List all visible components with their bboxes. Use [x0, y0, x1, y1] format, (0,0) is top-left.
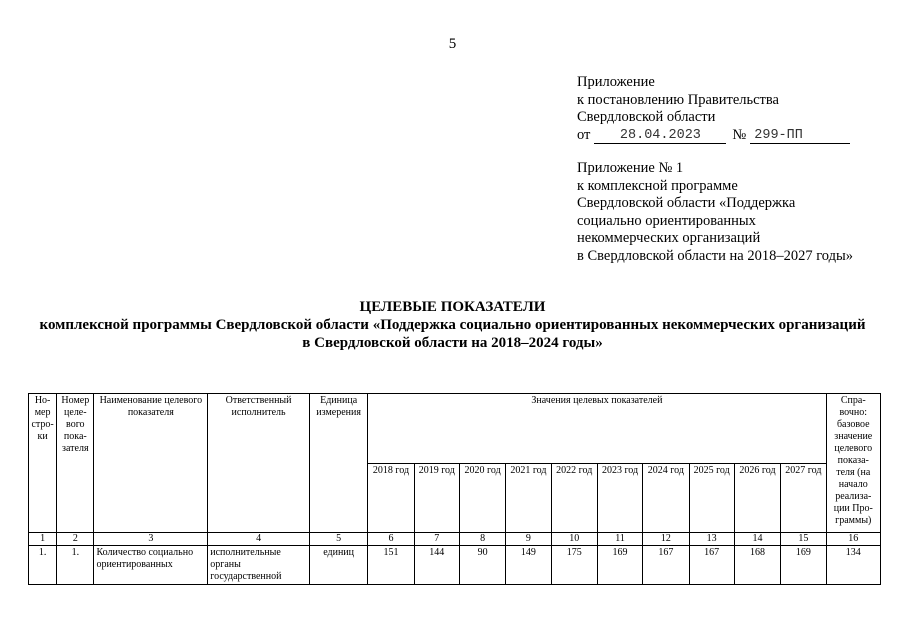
appendix-date-row [577, 127, 850, 145]
column-number: 3 [94, 533, 208, 546]
column-number: 5 [309, 533, 367, 546]
cell-value: 169 [781, 546, 826, 585]
title-subline: в Свердловской области на 2018–2024 годы» [302, 335, 603, 351]
header-executor: Ответственный исполнитель [208, 394, 310, 533]
cell-row-number: 1. [29, 546, 57, 585]
cell-value: 169 [597, 546, 642, 585]
cell-value: 167 [689, 546, 734, 585]
program-appendix-line: некоммерческих организаций [577, 230, 761, 246]
header-year: 2025 год [689, 463, 734, 533]
document-title [0, 298, 905, 352]
cell-value: 90 [459, 546, 505, 585]
column-number: 8 [459, 533, 505, 546]
header-reference: Спра-вочно: базовое значение целевого показа-теля (на начало реализа-ции Про-граммы) [826, 394, 880, 533]
header-year: 2022 год [551, 463, 597, 533]
program-appendix-line: к комплексной программе [577, 177, 738, 194]
header-unit: Единица измерения [309, 394, 367, 533]
cell-value: 175 [551, 546, 597, 585]
column-number: 7 [414, 533, 459, 546]
header-year: 2023 год [597, 463, 642, 533]
header-year: 2024 год [643, 463, 689, 533]
cell-value: 149 [506, 546, 551, 585]
table-row [29, 546, 881, 585]
column-number: 9 [506, 533, 551, 546]
column-number: 4 [208, 533, 310, 546]
column-number: 13 [689, 533, 734, 546]
column-number: 2 [57, 533, 94, 546]
title-subline: комплексной программы Свердловской области «Поддержка социально ориентированных некоммерческих организаций [39, 317, 866, 333]
cell-target-number: 1. [57, 546, 94, 585]
header-row-number: Но-мер стро-ки [29, 394, 57, 533]
column-number: 11 [597, 533, 642, 546]
header-year: 2019 год [414, 463, 459, 533]
appendix-line: Свердловской области [577, 109, 716, 125]
header-year: 2018 год [368, 463, 414, 533]
cell-value: 168 [734, 546, 780, 585]
program-appendix-line: в Свердловской области на 2018–2027 годы» [577, 247, 853, 264]
column-number: 16 [826, 533, 880, 546]
column-number: 10 [551, 533, 597, 546]
column-number: 14 [734, 533, 780, 546]
cell-value: 151 [368, 546, 414, 585]
header-indicator-name: Наименование целевого показателя [94, 394, 208, 533]
program-appendix [577, 160, 853, 265]
page-number: 5 [448, 36, 457, 52]
header-year: 2020 год [459, 463, 505, 533]
header-target-number: Номер целе-вого пока-зателя [57, 394, 94, 533]
date-prefix: от [577, 126, 591, 143]
resolution-date: 28.04.2023 [594, 128, 726, 144]
program-appendix-line: социально ориентированных [577, 212, 756, 229]
title-heading: ЦЕЛЕВЫЕ ПОКАЗАТЕЛИ [359, 299, 546, 315]
header-values-group: Значения целевых показателей [368, 394, 826, 464]
header-year: 2026 год [734, 463, 780, 533]
header-year: 2021 год [506, 463, 551, 533]
cell-reference: 134 [826, 546, 880, 585]
target-indicators-table [28, 393, 881, 585]
cell-indicator-name: Количество социально ориентированных [94, 546, 208, 585]
cell-value: 144 [414, 546, 459, 585]
column-number: 6 [368, 533, 414, 546]
program-appendix-line: Приложение № 1 [577, 160, 684, 176]
appendix-line: Приложение [577, 74, 655, 90]
cell-unit: единиц [309, 546, 367, 585]
column-number: 15 [781, 533, 826, 546]
column-number-row [29, 533, 881, 546]
cell-value: 167 [643, 546, 689, 585]
appendix-line: к постановлению Правительства [577, 91, 779, 108]
program-appendix-line: Свердловской области «Поддержка [577, 195, 796, 211]
appendix-header [577, 74, 850, 144]
cell-executor: исполнительные органы государственной [208, 546, 310, 585]
column-number: 12 [643, 533, 689, 546]
column-number: 1 [29, 533, 57, 546]
header-year: 2027 год [781, 463, 826, 533]
number-prefix: № [732, 126, 747, 143]
resolution-number: 299-ПП [750, 128, 850, 144]
